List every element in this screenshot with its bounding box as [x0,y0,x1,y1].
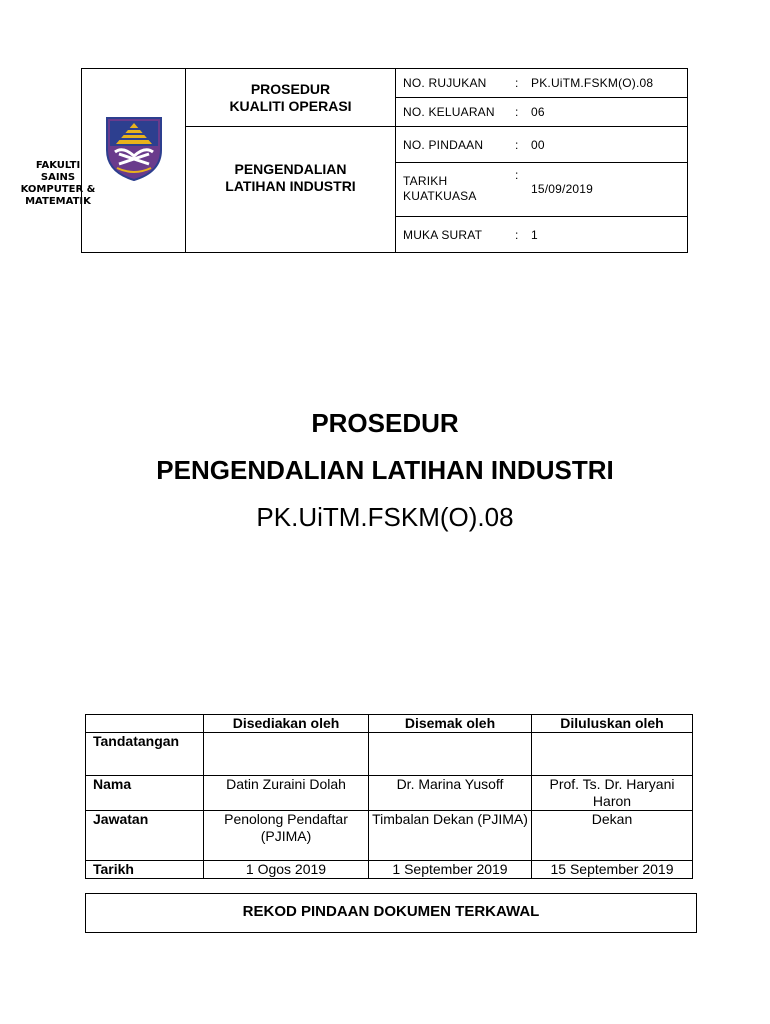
meta-label: NO. PINDAAN [403,138,484,152]
table-cell: Dekan [532,811,693,861]
title-bottom-line: LATIHAN INDUSTRI [225,177,356,194]
logo-cell [82,69,186,253]
table-row [86,776,693,811]
title-top-line: KUALITI OPERASI [229,97,352,114]
main-code: PK.UiTM.FSKM(O).08 [256,502,514,532]
table-row [86,861,693,879]
meta-label: NO. KELUARAN [403,105,495,120]
signature-cell [204,733,369,776]
column-header: Disediakan oleh [204,715,369,733]
meta-colon: : [515,76,519,91]
uitm-crest-icon [105,116,163,182]
meta-value: PK.UiTM.FSKM(O).08 [531,76,654,91]
main-subtitle: PENGENDALIAN LATIHAN INDUSTRI [156,455,614,485]
meta-value: 06 [531,105,545,120]
approval-table [85,714,693,879]
main-title: PROSEDUR [311,408,459,438]
meta-muka-surat [396,216,688,252]
meta-keluaran [396,98,688,127]
title-cell-bottom [186,127,396,253]
faculty-line: SAINS [40,172,76,183]
table-cell: 15 September 2019 [532,861,693,879]
meta-label: NO. RUJUKAN [403,76,487,91]
meta-value: 1 [531,227,538,242]
table-cell: 1 September 2019 [369,861,532,879]
table-cell: Dr. Marina Yusoff [369,776,532,811]
faculty-line: KOMPUTER & [20,184,96,195]
table-cell: Penolong Pendaftar (PJIMA) [204,811,369,861]
meta-label: MUKA SURAT [403,227,483,242]
meta-value: 15/09/2019 [531,182,594,197]
document-header-table [81,68,688,253]
meta-colon: : [515,105,519,120]
column-header: Disemak oleh [369,715,532,733]
meta-label-line: TARIKH [403,174,448,189]
title-top-line: PROSEDUR [250,80,331,97]
title-bottom-line: PENGENDALIAN [234,160,347,177]
meta-label [396,174,515,204]
meta-tarikh-kuatkuasa [396,163,688,217]
table-cell: Datin Zuraini Dolah [204,776,369,811]
title-cell-top [186,69,396,127]
meta-colon: : [515,138,519,152]
meta-colon: : [515,227,519,242]
signature-cell [369,733,532,776]
row-label: Tarikh [86,861,204,879]
meta-colon: : [515,168,519,183]
approval-header-row [86,715,693,733]
meta-label-line: KUATKUASA [403,189,477,204]
row-label: Nama [86,776,204,811]
table-row [86,811,693,861]
signature-cell [532,733,693,776]
table-cell: Timbalan Dekan (PJIMA) [369,811,532,861]
faculty-line: MATEMATIK [25,196,91,207]
row-label: Jawatan [86,811,204,861]
table-row [86,733,693,776]
table-cell: 1 Ogos 2019 [204,861,369,879]
meta-value: 00 [531,138,545,152]
table-cell: Prof. Ts. Dr. Haryani Haron [532,776,693,811]
row-label: Tandatangan [86,733,204,776]
table-cell-empty [86,715,204,733]
meta-rujukan [396,69,688,98]
faculty-line: FAKULTI [35,160,81,171]
amendment-record-heading: REKOD PINDAAN DOKUMEN TERKAWAL [85,893,697,933]
column-header: Diluluskan oleh [532,715,693,733]
meta-pindaan [396,127,688,163]
